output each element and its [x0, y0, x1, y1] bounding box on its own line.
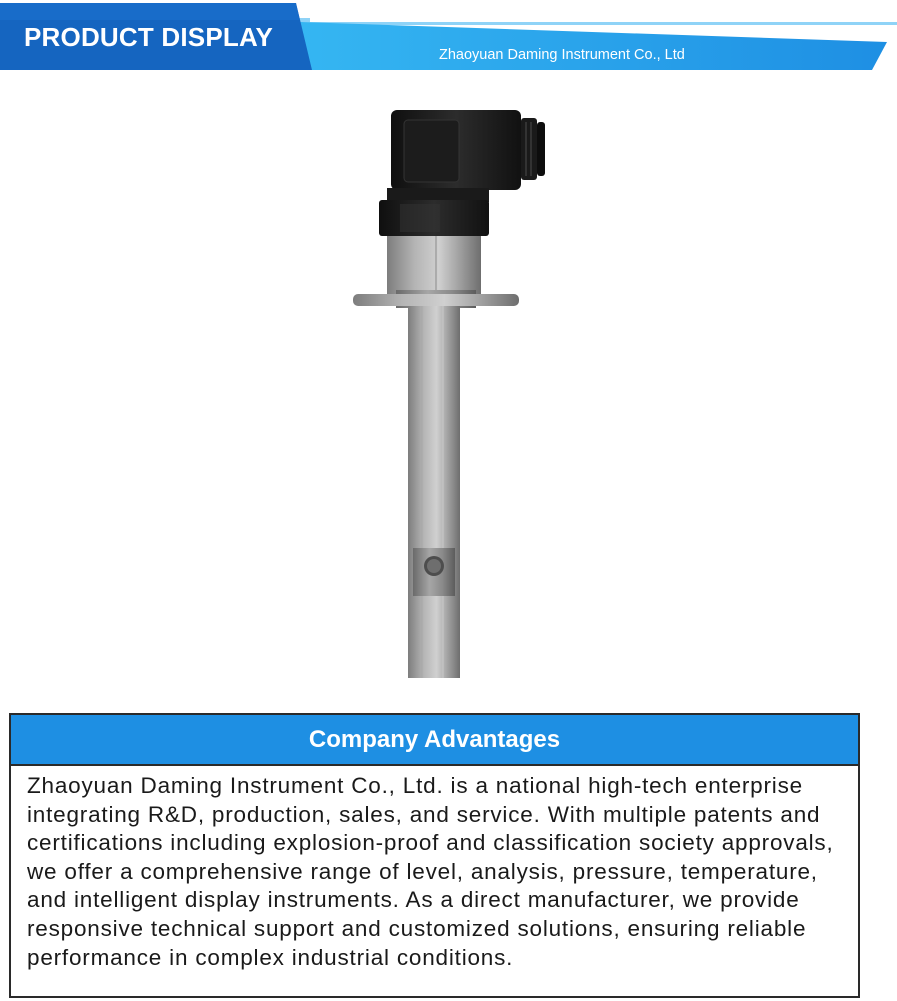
header-banner: [0, 0, 897, 75]
company-name: Zhaoyuan Daming Instrument Co., Ltd: [439, 47, 685, 63]
probe-rod: [408, 306, 460, 678]
advantages-heading: Company Advantages: [308, 725, 561, 753]
flange: [353, 294, 519, 306]
product-image: [340, 100, 560, 680]
advantages-text: Zhaoyuan Daming Instrument Co., Ltd. is a national high-tech enterprise integrating R&D, production, sales, and service. With multiple patents and certifications including explosion-proof and classification society approvals, we offer a comprehensive range of level, analysis, pressure, temperature, and intelligent display instruments. As a direct manufacturer, we provide responsive technical support and customized solutions, ensuring reliable performance in complex industrial conditions.: [27, 773, 834, 970]
company-advantages-panel: [9, 713, 860, 998]
page-title: PRODUCT DISPLAY: [24, 22, 274, 52]
advantages-header: [11, 715, 858, 766]
